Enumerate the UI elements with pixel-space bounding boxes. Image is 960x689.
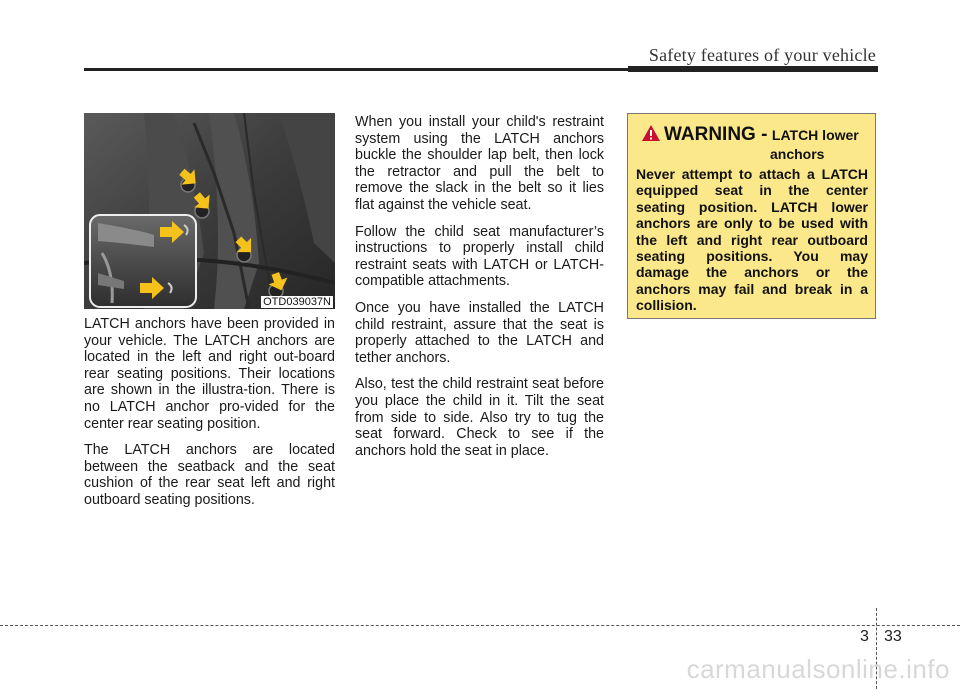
warning-label: WARNING -: [664, 124, 768, 145]
paragraph: When you install your child's restraint system using the LATCH anchors buckle the shoulder lap belt, then lock the retractor and pull the belt to remove the slack in the belt so it lies flat against the vehicle seat.: [355, 114, 604, 213]
latch-anchor-illustration: [84, 113, 335, 309]
figure-code: OTD039037N: [263, 296, 331, 308]
page-header-title: Safety features of your vehicle: [648, 45, 876, 65]
warning-heading: [642, 124, 872, 146]
paragraph: The LATCH anchors are located between the seatback and the seat cushion of the rear seat left and right outboard seating positions.: [84, 442, 335, 508]
warning-triangle-icon: [642, 125, 660, 141]
seat-illustration: [84, 113, 335, 309]
warning-text: Never attempt to attach a LATCH equipped seat in the center seating position. LATCH lower anchors are only to be used with the left and right rear outboard seating positions. You may damage the anchors or the anchors may fail and break in a collision.: [636, 166, 868, 314]
watermark: carmanualsonline.info: [686, 654, 950, 684]
paragraph: Follow the child seat manufacturer’s instructions to properly install child restraint seats with LATCH or LATCH-compatible attachments.: [355, 223, 604, 290]
middle-text-column: [355, 114, 604, 469]
header-rule-accent: [628, 66, 878, 72]
footer-rule: [0, 625, 960, 626]
paragraph: Also, test the child restraint seat before you place the child in it. Tilt the seat from side to side. Also try to tug the seat forward. Check to see if the anchors hold the seat in place.: [355, 376, 604, 459]
left-text-column: [84, 316, 335, 519]
warning-box: [627, 113, 876, 319]
page-number: 33: [884, 628, 902, 645]
chapter-number: 3: [860, 628, 869, 645]
warning-topic: LATCH lower: [771, 127, 859, 143]
paragraph: LATCH anchors have been provided in your vehicle. The LATCH anchors are located in the left and right out-board rear seating positions. Their locations are shown in the illustra-tion. There is no LATCH anchor pro-vided for the center rear seating position.: [84, 316, 335, 432]
paragraph: Once you have installed the LATCH child restraint, assure that the seat is properly attached to the LATCH and tether anchors.: [355, 299, 604, 366]
warning-topic-continued: anchors: [770, 146, 825, 162]
